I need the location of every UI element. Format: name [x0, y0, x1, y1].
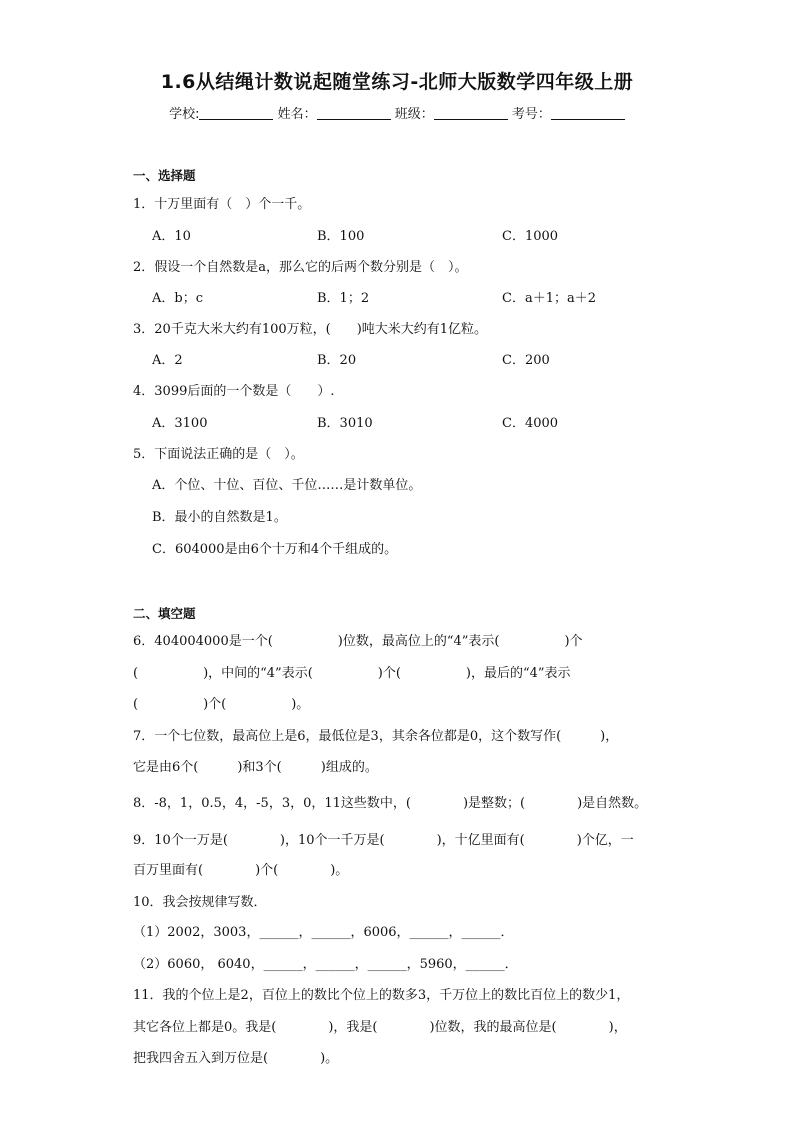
- question-6-line-2: ( )，中间的“4”表示( )个( )，最后的“4”表示: [133, 666, 571, 681]
- question-5: 5．下面说法正确的是（ ）。: [133, 447, 304, 462]
- school-blank[interactable]: [199, 106, 273, 120]
- option-a[interactable]: A．个位、十位、百位、千位……是计数单位。: [152, 478, 422, 493]
- student-info-line: [0, 103, 794, 122]
- number-blank[interactable]: [551, 106, 625, 120]
- school-label: 学校:: [169, 107, 200, 122]
- option-c[interactable]: C．604000是由6个十万和4个千组成的。: [152, 542, 398, 557]
- question-10-line-3: （2）6060， 6040，______，______，______，5960，______．: [133, 957, 518, 972]
- question-11-line-2: 其它各位上都是0。我是( )，我是( )位数，我的最高位是( )，: [133, 1020, 627, 1035]
- option-a[interactable]: A．b；c: [152, 291, 203, 306]
- question-9-line-1: 9．10个一万是( )，10个一千万是( )，十亿里面有( )个亿，一: [133, 833, 634, 848]
- option-b[interactable]: B．1；2: [317, 291, 370, 306]
- option-b[interactable]: B．100: [317, 229, 365, 244]
- number-label: 考号：: [511, 107, 551, 122]
- question-11-line-1: 11．我的个位上是2，百位上的数比个位上的数多3，千万位上的数比百位上的数少1，: [133, 988, 630, 1003]
- option-c[interactable]: C．200: [502, 353, 550, 368]
- question-7-line-2: 它是由6个( )和3个( )组成的。: [133, 760, 378, 775]
- section-title-choice: 一、选择题: [133, 168, 196, 183]
- option-a[interactable]: A．3100: [152, 416, 208, 431]
- question-6-line-3: ( )个( )。: [133, 697, 310, 712]
- question-8: 8．-8，1，0.5，4，-5，3，0，11这些数中，( )是整数；( )是自然数。: [133, 796, 648, 811]
- question-7-line-1: 7．一个七位数，最高位上是6，最低位是3，其余各位都是0，这个数写作( )，: [133, 729, 619, 744]
- class-label: 班级：: [394, 107, 434, 122]
- question-9-line-2: 百万里面有( )个( )。: [133, 863, 349, 878]
- question-11-line-3: 把我四舍五入到万位是( )。: [133, 1051, 339, 1066]
- question-3: 3．20千克大米大约有100万粒，( )吨大米大约有1亿粒。: [133, 322, 488, 337]
- question-1: 1．十万里面有（ ）个一千。: [133, 197, 311, 212]
- option-c[interactable]: C．1000: [502, 229, 559, 244]
- option-c[interactable]: C．4000: [502, 416, 559, 431]
- option-a[interactable]: A．10: [152, 229, 191, 244]
- section-title-fill: 二、填空题: [133, 606, 196, 621]
- option-c[interactable]: C．a＋1；a＋2: [502, 291, 596, 306]
- name-label: 姓名：: [277, 107, 317, 122]
- option-b[interactable]: B．最小的自然数是1。: [152, 510, 287, 525]
- question-10-line-1: 10．我会按规律写数．: [133, 895, 267, 910]
- class-blank[interactable]: [434, 106, 508, 120]
- page-title: 1.6从结绳计数说起随堂练习-北师大版数学四年级上册: [160, 71, 634, 93]
- question-2: 2．假设一个自然数是a，那么它的后两个数分别是（ ）。: [133, 260, 468, 275]
- question-4: 4．3099后面的一个数是（ ）.: [133, 384, 335, 399]
- question-6-line-1: 6．404004000是一个( )位数，最高位上的“4”表示( )个: [133, 634, 583, 649]
- option-b[interactable]: B．3010: [317, 416, 373, 431]
- option-b[interactable]: B．20: [317, 353, 357, 368]
- option-a[interactable]: A．2: [152, 353, 183, 368]
- name-blank[interactable]: [317, 106, 391, 120]
- question-10-line-2: （1）2002，3003，______，______，6006，______，______．: [133, 925, 514, 940]
